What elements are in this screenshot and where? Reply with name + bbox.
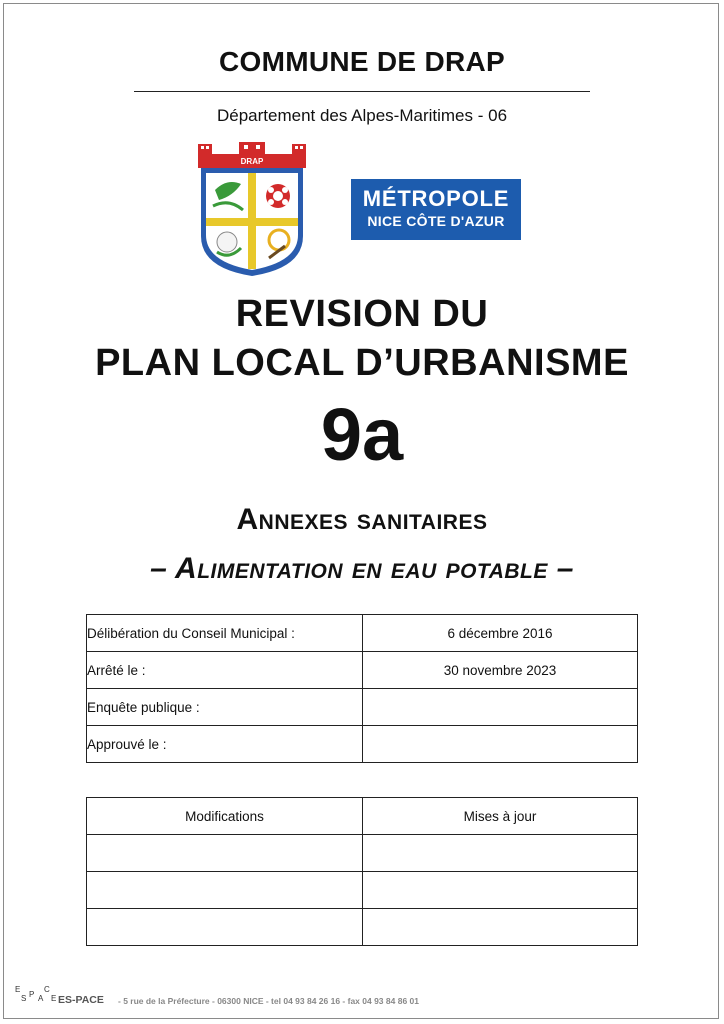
column-header-updates: Mises à jour [363,798,638,835]
logo-letter: P [29,990,35,999]
table-cell [87,909,363,946]
column-header-modifications: Modifications [87,798,363,835]
table-cell [87,835,363,872]
logo-letter: C [44,985,50,994]
modifications-table [86,797,638,946]
document-number: 9a [320,393,404,476]
document-title-line1: REVISION DU [235,293,489,335]
crest-label: DRAP [240,157,264,166]
table-cell [363,835,638,872]
table-row [87,726,638,763]
row-value: 30 novembre 2023 [363,652,638,689]
annex-heading: Annexes sanitaires [236,503,488,536]
annex-subject: – Alimentation en eau potable – [150,552,574,585]
footer-brand: ES-PACE [58,994,104,1006]
document-title-line2: PLAN LOCAL D’URBANISME [95,342,629,384]
table-row [87,615,638,652]
department-line: Département des Alpes-Maritimes - 06 [216,106,508,125]
table-cell [87,872,363,909]
table-row [87,909,638,946]
table-row [87,652,638,689]
row-value [363,689,638,726]
row-label: Arrêté le : [87,652,363,689]
table-row [87,835,638,872]
metropole-logo [351,179,521,240]
table-cell [363,909,638,946]
logo-letter: A [38,994,44,1003]
approval-table [86,614,638,763]
title-divider [134,91,590,92]
logo-letter: S [21,994,27,1003]
drap-coat-of-arms [195,140,309,278]
commune-title: COMMUNE DE DRAP [218,46,506,77]
row-label: Délibération du Conseil Municipal : [87,615,363,652]
row-value: 6 décembre 2016 [363,615,638,652]
metropole-subtitle: NICE CÔTE D'AZUR [367,213,505,229]
logo-letter: E [15,985,21,994]
footer-address: - 5 rue de la Préfecture - 06300 NICE - tel 04 93 84 26 16 - fax 04 93 84 86 01 [118,996,419,1006]
row-label: Enquête publique : [87,689,363,726]
metropole-name: MÉTROPOLE [362,186,510,211]
row-label: Approuvé le : [87,726,363,763]
table-cell [363,872,638,909]
espace-logo [14,985,60,1007]
table-header-row [87,798,638,835]
table-row [87,689,638,726]
logo-letter: E [51,994,57,1003]
row-value [363,726,638,763]
table-row [87,872,638,909]
